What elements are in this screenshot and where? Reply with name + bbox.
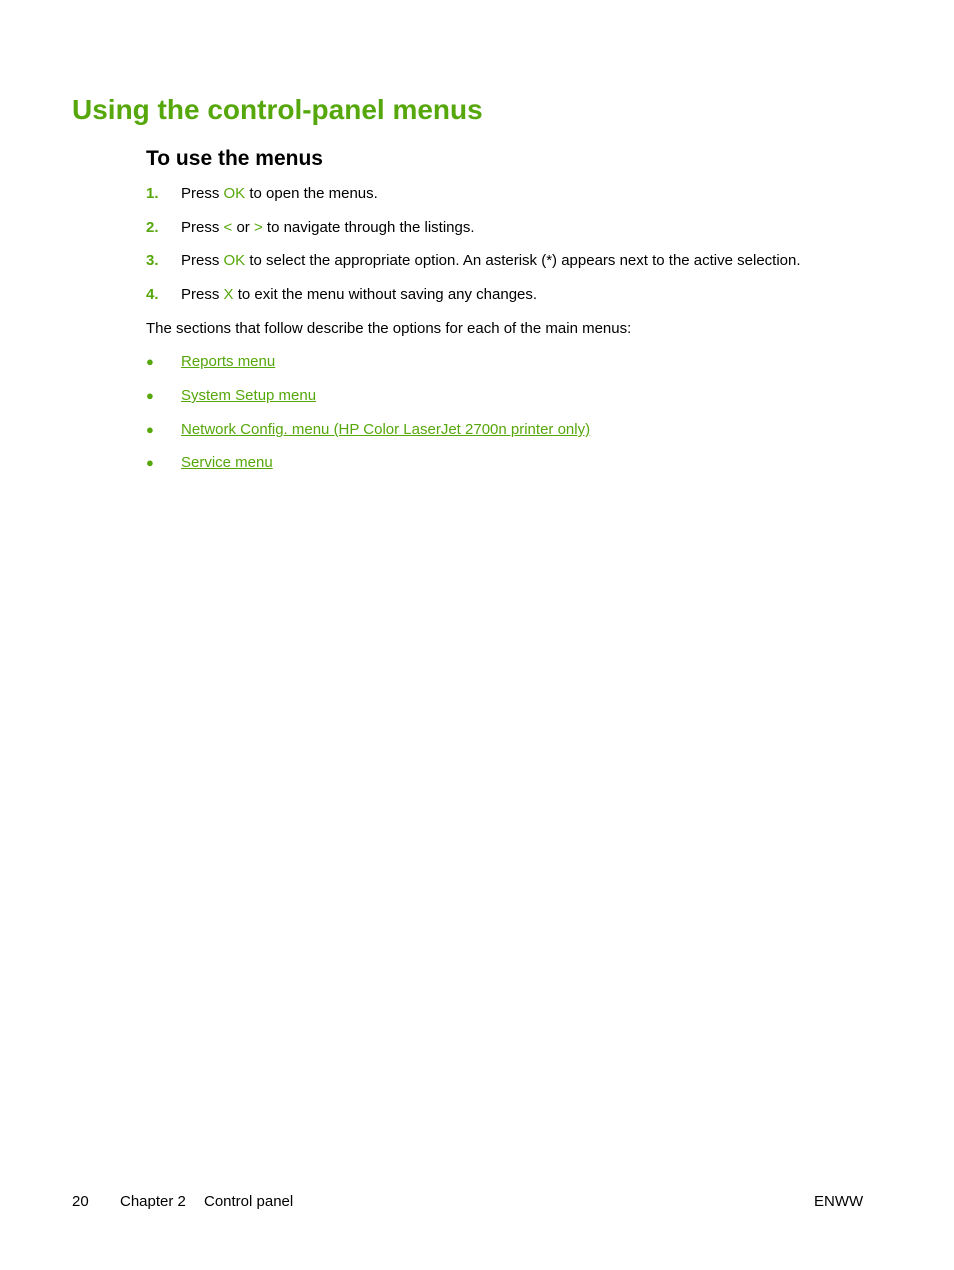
- system-setup-menu-link[interactable]: System Setup menu: [181, 387, 317, 404]
- footer-chapter: Chapter 2: [120, 1193, 186, 1210]
- step-number: 2.: [146, 219, 159, 236]
- step-text: Press OK to select the appropriate option. An asterisk (*) appears next to the active selection.: [181, 252, 801, 269]
- page-number: 20: [72, 1193, 89, 1210]
- section-heading: To use the menus: [146, 147, 323, 170]
- footer-section: Control panel: [204, 1193, 294, 1210]
- network-config-menu-link[interactable]: Network Config. menu (HP Color LaserJet 2700n printer only): [181, 421, 591, 438]
- bullet-icon: ●: [146, 354, 154, 369]
- bullet-icon: ●: [146, 422, 154, 437]
- bullet-icon: ●: [146, 455, 154, 470]
- footer-locale: ENWW: [814, 1193, 864, 1210]
- step-number: 3.: [146, 252, 159, 269]
- step-text: Press OK to open the menus.: [181, 185, 378, 202]
- key-x: X: [223, 286, 234, 303]
- key-ok: OK: [223, 252, 246, 269]
- page-title: Using the control-panel menus: [72, 94, 483, 125]
- reports-menu-link[interactable]: Reports menu: [181, 353, 276, 370]
- key-ok: OK: [223, 185, 246, 202]
- intro-paragraph: The sections that follow describe the options for each of the main menus:: [146, 320, 632, 337]
- step-number: 1.: [146, 185, 159, 202]
- step-text: Press < or > to navigate through the listings.: [181, 219, 475, 236]
- step-text: Press X to exit the menu without saving any changes.: [181, 286, 538, 303]
- key-right-arrow: >: [253, 219, 263, 236]
- bullet-icon: ●: [146, 388, 154, 403]
- step-number: 4.: [146, 286, 159, 303]
- key-left-arrow: <: [223, 219, 233, 236]
- service-menu-link[interactable]: Service menu: [181, 454, 273, 471]
